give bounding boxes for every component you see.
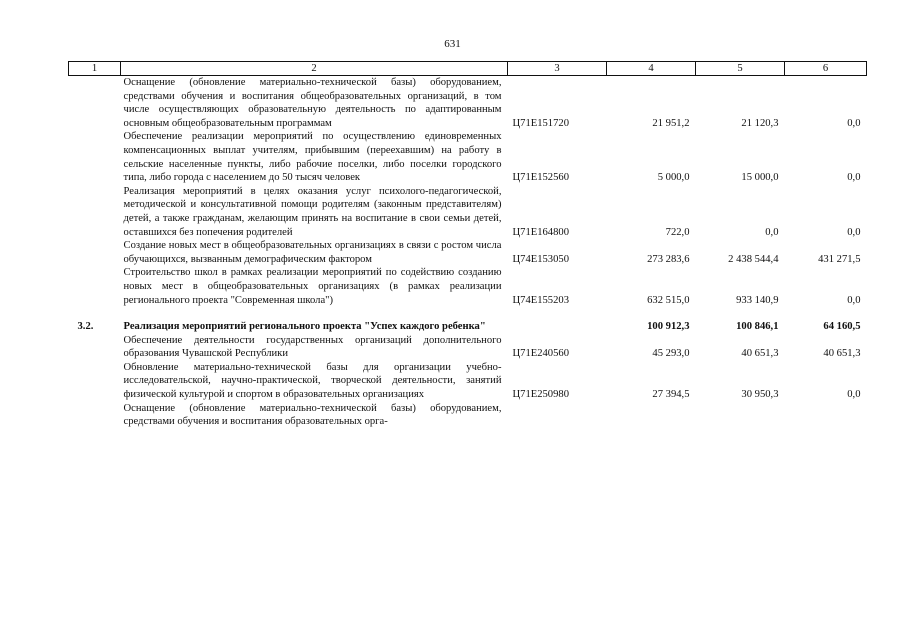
column-header-5: 5 [696, 62, 785, 76]
row-value-year-2: 40 651,3 [741, 348, 779, 360]
row-value-year-3: 40 651,3 [823, 348, 861, 360]
row-code: Ц71Е250980 [512, 389, 569, 401]
row-value-year-2 [696, 402, 785, 429]
column-header-3: 3 [508, 62, 607, 76]
table-header [69, 62, 867, 76]
row-name: Оснащение (обновление материально-технической базы) оборудованием, средствами обучения и воспитания общеобразовательных организаций, в том числе осуществляющих образовательную деятельность по адаптированным основным общеобразовательным программам [123, 77, 502, 129]
row-code: Ц71Е151720 [512, 117, 569, 129]
column-header-2: 2 [121, 62, 508, 76]
row-value-year-3: 0,0 [847, 117, 861, 129]
header-row [69, 62, 867, 76]
row-name: Обеспечение реализации мероприятий по осуществлению единовременных компенсационных выплат учителям, прибывшим (переехавшим) на работу в сельские населенные пункты, либо рабочие поселки, либо поселки городского типа, либо города с населением до 50 тысяч человек [123, 131, 502, 184]
row-value-year-3: 0,0 [847, 389, 861, 401]
section-name: Реализация мероприятий регионального проекта "Успех каждого ребенка" [123, 321, 486, 333]
table-row [69, 361, 867, 402]
row-number [69, 185, 121, 239]
section-value-year-2: 100 846,1 [736, 321, 779, 333]
row-code: Ц71Е152560 [512, 172, 569, 184]
row-code: Ц74Е155203 [512, 294, 569, 306]
column-header-6: 6 [785, 62, 867, 76]
row-number [69, 130, 121, 184]
row-value-year-2: 0,0 [765, 226, 779, 238]
table-row [69, 76, 867, 131]
row-value-year-3: 0,0 [847, 226, 861, 238]
row-value-year-2: 21 120,3 [741, 117, 779, 129]
table-row [69, 266, 867, 307]
row-value-year-2: 30 950,3 [741, 389, 779, 401]
row-value-year-3: 431 271,5 [818, 253, 861, 265]
table-row [69, 130, 867, 184]
row-number [69, 402, 121, 429]
row-value-year-1: 722,0 [665, 226, 690, 238]
row-number [69, 266, 121, 307]
section-row [69, 320, 867, 334]
row-number [69, 334, 121, 361]
budget-table [68, 61, 867, 429]
row-name: Реализация мероприятий в целях оказания услуг психолого-педагогической, методической и консультативной помощи родителям (законным представителям) детей, а также гражданам, желающим принять на воспитание в свои семьи детей, оставшихся без попечения родителей [123, 185, 502, 238]
row-value-year-3: 0,0 [847, 172, 861, 184]
table-body [69, 76, 867, 429]
column-header-1: 1 [69, 62, 121, 76]
row-name: Оснащение (обновление материально-технической базы) оборудованием, средствами обучения и воспитания образовательных орга- [123, 402, 502, 428]
table-row [69, 402, 867, 429]
row-number [69, 361, 121, 402]
row-code: Ц71Е240560 [512, 348, 569, 360]
row-name: Создание новых мест в общеобразовательных организациях в связи с ростом числа обучающихся, вызванным демографическим фактором [123, 240, 502, 265]
row-code [508, 402, 607, 429]
row-value-year-2: 933 140,9 [736, 294, 779, 306]
section-number: 3.2. [77, 321, 94, 333]
row-name: Обновление материально-технической базы для организации учебно-исследовательской, научно-практической, творческой деятельности, занятий физической культурой и спортом в образовательных организациях [123, 361, 502, 401]
row-value-year-3 [785, 402, 867, 429]
row-value-year-1: 5 000,0 [657, 172, 690, 184]
row-number [69, 76, 121, 131]
row-code: Ц74Е153050 [512, 253, 569, 265]
table-row [69, 334, 867, 361]
row-number [69, 239, 121, 266]
row-name: Строительство школ в рамках реализации мероприятий по содействию созданию новых мест в общеобразовательных организациях (в рамках реализации регионального проекта "Современная школа") [123, 267, 502, 306]
column-header-4: 4 [607, 62, 696, 76]
section-value-year-1: 100 912,3 [647, 321, 690, 333]
row-value-year-3: 0,0 [847, 294, 861, 306]
row-value-year-1: 45 293,0 [652, 348, 690, 360]
section-code [508, 320, 607, 334]
row-value-year-1: 21 951,2 [652, 117, 690, 129]
section-value-year-3: 64 160,5 [823, 321, 861, 333]
row-value-year-2: 2 438 544,4 [728, 253, 779, 265]
row-value-year-1: 273 283,6 [647, 253, 690, 265]
row-value-year-1: 27 394,5 [652, 389, 690, 401]
page-number: 631 [444, 38, 461, 50]
row-code: Ц71Е164800 [512, 226, 569, 238]
table-row [69, 239, 867, 266]
row-value-year-2: 15 000,0 [741, 172, 779, 184]
table-row [69, 185, 867, 239]
row-name: Обеспечение деятельности государственных организаций дополнительного образования Чувашской Республики [123, 334, 502, 360]
spacer-cell [69, 307, 867, 320]
row-value-year-1 [607, 402, 696, 429]
row-value-year-1: 632 515,0 [647, 294, 690, 306]
row-spacer [69, 307, 867, 320]
